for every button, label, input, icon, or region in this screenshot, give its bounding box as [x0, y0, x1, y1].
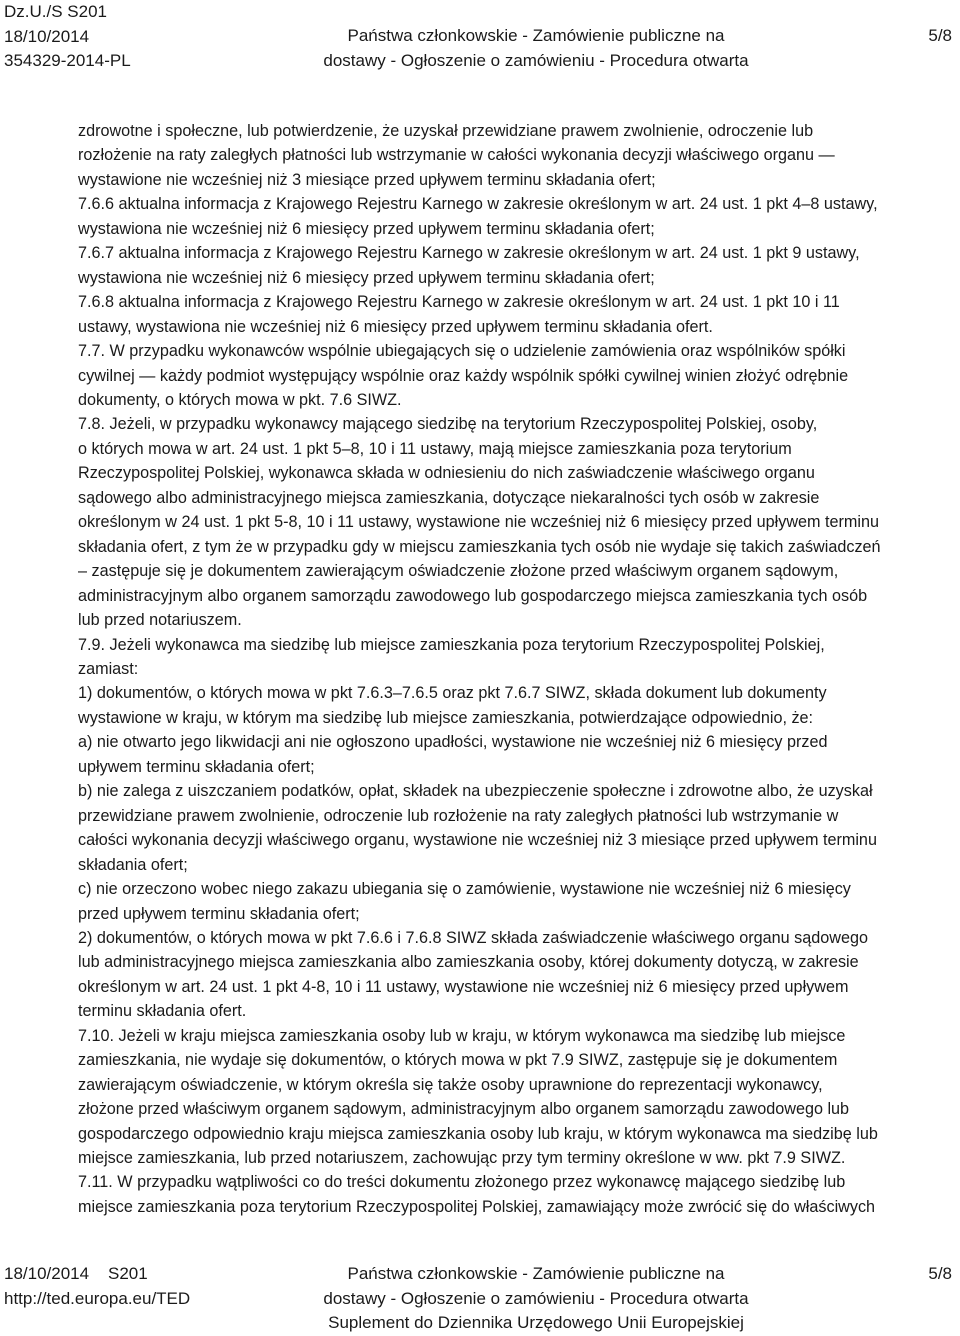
text-line: wystawiona nie wcześniej niż 6 miesięcy przed upływem terminu składania ofert;	[78, 268, 655, 287]
text-line: lub administracyjnego miejsca zamieszkania albo zamieszkania osoby, której dokumenty dotyczą, w zakresie	[78, 953, 859, 972]
text-line: 7.6.6 aktualna informacja z Krajowego Rejestru Karnego w zakresie określonym w art. 24 ust. 1 pkt 4–8 ustawy,	[78, 195, 878, 214]
text-line: Rzeczypospolitej Polskiej, wykonawca składa w odniesieniu do nich zaświadczenie właściwego organu	[78, 464, 815, 483]
page-header	[0, 0, 960, 75]
text-line: a) nie otwarto jego likwidacji ani nie ogłoszono upadłości, wystawione nie wcześniej niż 6 miesięcy przed	[78, 733, 828, 752]
document-body	[78, 119, 956, 1219]
text-line: – zastępuje się je dokumentem zawierającym oświadczenie złożone przed właściwym organem sądowym,	[78, 562, 839, 581]
text-line: 7.8. Jeżeli, w przypadku wykonawcy mającego siedzibę na terytorium Rzeczypospolitej Polskiej, osoby,	[78, 415, 818, 434]
text-line: administracyjnym albo organem samorządu zawodowego lub gospodarczego miejsca zamieszkania tych osób	[78, 586, 868, 605]
text-line: sądowego albo administracyjnego miejsca zamieszkania, dotyczące niekaralności tych osób w zakresie	[78, 488, 820, 507]
text-line: lub przed notariuszem.	[78, 611, 242, 630]
text-line: b) nie zalega z uiszczaniem podatków, opłat, składek na ubezpieczenie społeczne i zdrowotne albo, że uzyskał	[78, 782, 873, 801]
text-line: c) nie orzeczono wobec niego zakazu ubiegania się o zamówienie, wystawione nie wcześniej niż 6 miesięcy	[78, 880, 851, 899]
text-line: 2) dokumentów, o których mowa w pkt 7.6.6 i 7.6.8 SIWZ składa zaświadczenie właściwego organu sądowego	[78, 928, 868, 947]
header-title-line-2: dostawy - Ogłoszenie o zamówieniu - Procedura otwarta	[323, 50, 749, 70]
text-line: rozłożenie na raty zaległych płatności lub wstrzymanie w całości wykonania decyzji właściwego organu —	[78, 146, 835, 165]
text-line: przed upływem terminu składania ofert;	[78, 904, 360, 923]
text-line: cywilnej — każdy podmiot występujący wspólnie oraz każdy wspólnik spółki cywilnej winien złożyć odrębnie	[78, 366, 849, 385]
text-line: o których mowa w art. 24 ust. 1 pkt 5–8, 10 i 11 ustawy, mają miejsce zamieszkania poza terytorium	[78, 439, 792, 458]
text-line: całości wykonania decyzji właściwego organu, wystawione nie wcześniej niż 3 miesiące przed upływem terminu	[78, 831, 877, 850]
text-line: przewidziane prawem zwolnienie, odroczenie lub rozłożenie na raty zaległych płatności lub wstrzymanie w	[78, 806, 839, 825]
footer-supplement: Suplement do Dziennika Urzędowego Unii Europejskiej	[328, 1313, 744, 1332]
header-date: 18/10/2014	[4, 26, 90, 46]
text-line: 7.7. W przypadku wykonawców wspólnie ubiegających się o udzielenie zamówienia oraz wspólników spółki	[78, 342, 846, 361]
text-line: 1) dokumentów, o których mowa w pkt 7.6.3–7.6.5 oraz pkt 7.6.7 SIWZ, składa dokument lub dokumenty	[78, 684, 827, 703]
text-line: zawierającym oświadczenie, w którym określa się także osoby uprawnione do reprezentacji wykonawcy,	[78, 1075, 823, 1094]
footer-reference	[4, 1262, 324, 1311]
text-line: 7.6.7 aktualna informacja z Krajowego Rejestru Karnego w zakresie określonym w art. 24 ust. 1 pkt 9 ustawy,	[78, 244, 860, 263]
footer-title-line-1: Państwa członkowskie - Zamówienie publiczne na	[347, 1264, 725, 1283]
header-notice-id: 354329-2014-PL	[4, 51, 131, 70]
text-line: 7.9. Jeżeli wykonawca ma siedzibę lub miejsce zamieszkania poza terytorium Rzeczypospolitej Polskiej,	[78, 635, 825, 654]
text-line: określonym w 24 ust. 1 pkt 5-8, 10 i 11 ustawy, wystawione nie wcześniej niż 6 miesięcy przed upływem terminu	[78, 513, 880, 532]
header-reference	[4, 0, 324, 74]
text-line: terminu składania ofert.	[78, 1002, 247, 1021]
text-line: ustawy, wystawiona nie wcześniej niż 6 miesięcy przed upływem terminu składania ofert.	[78, 317, 713, 336]
footer-page-number: 5/8	[928, 1264, 952, 1283]
text-line: upływem terminu składania ofert;	[78, 757, 315, 776]
footer-title	[306, 1262, 766, 1336]
text-line: dokumenty, o których mowa w pkt. 7.6 SIWZ.	[78, 390, 402, 409]
text-line: 7.11. W przypadku wątpliwości co do treści dokumentu złożonego przez wykonawcę mającego siedzibę lub	[78, 1173, 846, 1192]
header-title-line-1: Państwa członkowskie - Zamówienie publiczne na	[347, 26, 725, 45]
text-line: wystawiona nie wcześniej niż 6 miesięcy przed upływem terminu składania ofert;	[78, 219, 655, 238]
text-line: złożone przed właściwym organem sądowym, administracyjnym albo organem samorządu zawodowego lub	[78, 1100, 850, 1119]
text-line: zamieszkania, nie wydaje się dokumentów, o których mowa w pkt 7.9 SIWZ, zastępuje się je dokumentem	[78, 1051, 838, 1070]
header-page-number: 5/8	[928, 26, 952, 45]
header-journal: Dz.U./S S201	[4, 2, 107, 21]
text-line: składania ofert;	[78, 855, 188, 874]
header-title	[306, 24, 766, 73]
text-line: zamiast:	[78, 659, 139, 678]
text-line: określonym w art. 24 ust. 1 pkt 4-8, 10 i 11 ustawy, wystawione nie wcześniej niż 6 miesięcy przed upływem	[78, 977, 849, 996]
text-line: wystawione w kraju, w którym ma siedzibę lub miejsce zamieszkania, potwierdzające odpowiednio, że:	[78, 708, 814, 727]
text-line: 7.6.8 aktualna informacja z Krajowego Rejestru Karnego w zakresie określonym w art. 24 ust. 1 pkt 10 i 11	[78, 293, 840, 312]
text-line: miejsce zamieszkania poza terytorium Rzeczypospolitej Polskiej, zamawiający może zwrócić się do właściwych	[78, 1197, 876, 1216]
page-footer	[0, 1262, 960, 1334]
footer-date-issue: 18/10/2014 S201	[4, 1264, 148, 1283]
text-line: gospodarczego odpowiednio kraju miejsca zamieszkania osoby lub kraju, w którym wykonawca ma siedzibę lub	[78, 1124, 878, 1143]
text-line: miejsce zamieszkania, lub przed notariuszem, zachowując przy tym terminy określone w ww. pkt 7.9 SIWZ.	[78, 1149, 846, 1168]
footer-title-line-2: dostawy - Ogłoszenie o zamówieniu - Procedura otwarta	[323, 1288, 749, 1308]
text-line: 7.10. Jeżeli w kraju miejsca zamieszkania osoby lub w kraju, w którym wykonawca ma siedzibę lub miejsce	[78, 1026, 846, 1045]
text-line: wystawione nie wcześniej niż 3 miesiące przed upływem terminu składania ofert;	[78, 170, 656, 189]
footer-url: http://ted.europa.eu/TED	[4, 1288, 191, 1308]
text-line: składania ofert, z tym że w przypadku gdy w miejscu zamieszkania tych osób nie wydaje się takich zaświadczeń	[78, 537, 881, 556]
text-line: zdrowotne i społeczne, lub potwierdzenie, że uzyskał przewidziane prawem zwolnienie, odroczenie lub	[78, 122, 814, 140]
